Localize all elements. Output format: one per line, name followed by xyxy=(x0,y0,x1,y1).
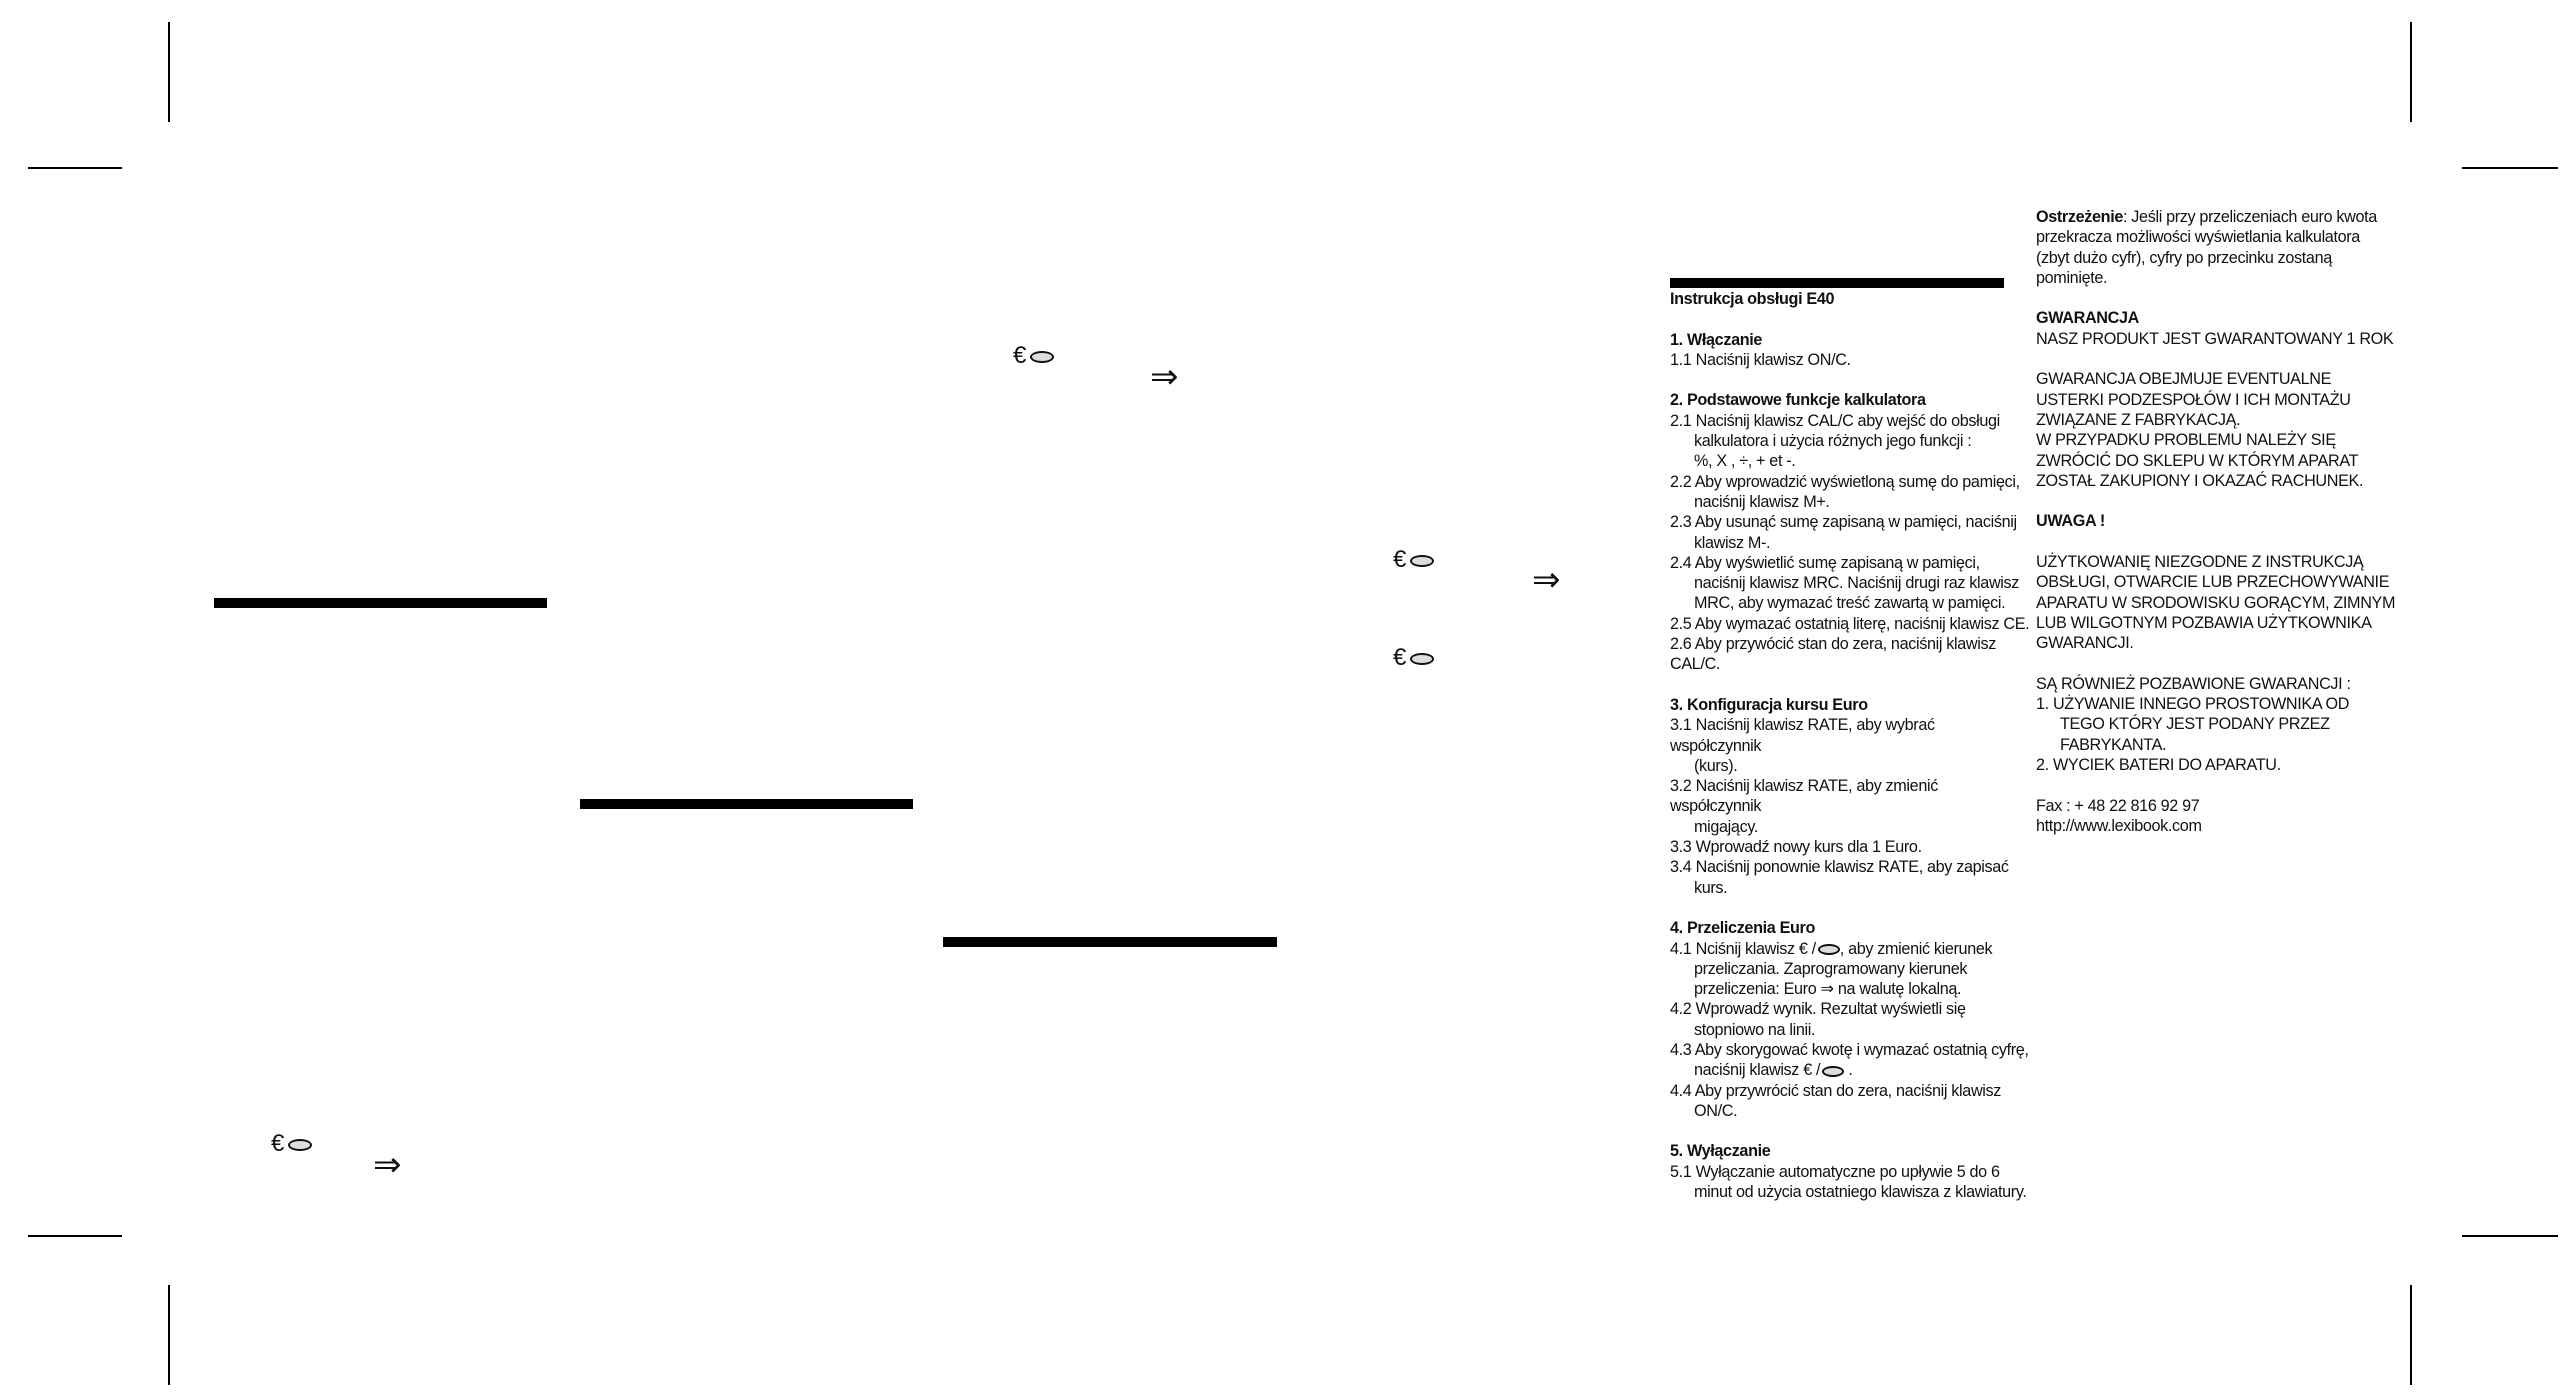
coin-icon xyxy=(1822,1066,1844,1077)
section-heading: 4. Przeliczenia Euro xyxy=(1670,919,1816,938)
arrow-icon: ⇒ xyxy=(1820,980,1834,999)
instruction-line: przeliczania. Zaprogramowany kierunek xyxy=(1694,959,1968,978)
crop-mark xyxy=(2462,167,2558,169)
instruction-line: 3.3 Wprowadź nowy kurs dla 1 Euro. xyxy=(1670,838,1922,857)
instruction-line: 4.3 Aby skorygować kwotę i wymazać ostatnią cyfrę, xyxy=(1670,1040,2029,1059)
coin-icon xyxy=(1030,351,1054,363)
warning-line: przekracza możliwości wyświetlania kalkulatora xyxy=(2036,228,2360,247)
instruction-line: 3.1 Naciśnij klawisz RATE, aby wybrać współczynnik xyxy=(1670,716,1935,755)
warning-line: Ostrzeżenie: Jeśli przy przeliczeniach euro kwota xyxy=(2036,208,2377,226)
section-rule xyxy=(1670,278,2004,288)
instruction-line: 2.2 Aby wprowadzić wyświetloną sumę do pamięci, xyxy=(1670,472,2020,491)
warranty-line: NASZ PRODUKT JEST GWARANTOWANY 1 ROK xyxy=(2036,329,2394,348)
exclusion-line: 2. WYCIEK BATERI DO APARATU. xyxy=(2036,756,2281,775)
exclusion-line: SĄ RÓWNIEŻ POZBAWIONE GWARANCJI : xyxy=(2036,674,2351,693)
instruction-line: 2.4 Aby wyświetlić sumę zapisaną w pamięci, xyxy=(1670,553,1980,572)
section-heading: 2. Podstawowe funkcje kalkulatora xyxy=(1670,391,1926,410)
instruction-line: (kurs). xyxy=(1694,756,1738,775)
coin-icon xyxy=(288,1139,312,1151)
crop-mark xyxy=(2410,1285,2412,1385)
euro-key-symbol xyxy=(1013,344,1054,368)
instruction-line: 3.4 Naciśnij ponownie klawisz RATE, aby zapisać xyxy=(1670,858,2009,877)
euro-icon: € xyxy=(1798,939,1808,958)
exclusion-line: FABRYKANTA. xyxy=(2060,735,2167,754)
instruction-line: naciśnij klawisz M+. xyxy=(1694,492,1830,511)
caution-line: GWARANCJI. xyxy=(2036,634,2134,653)
instruction-line: ON/C. xyxy=(1694,1101,1738,1120)
caution-heading: UWAGA ! xyxy=(2036,512,2105,531)
caution-line: APARATU W SRODOWISKU GORĄCYM, ZIMNYM xyxy=(2036,593,2396,612)
caution-line: OBSŁUGI, OTWARCIE LUB PRZECHOWYWANIE xyxy=(2036,573,2390,592)
warranty-line: ZWIĄZANE Z FABRYKACJĄ. xyxy=(2036,410,2241,429)
euro-key-symbol xyxy=(271,1132,312,1156)
coin-icon xyxy=(1410,653,1434,665)
instructions-column xyxy=(1670,289,2030,1202)
warranty-line: W PRZYPADKU PROBLEMU NALEŻY SIĘ xyxy=(2036,431,2336,450)
section-heading: 3. Konfiguracja kursu Euro xyxy=(1670,695,1868,714)
warning-line: (zbyt dużo cyfr), cyfry po przecinku zostaną pominięte. xyxy=(2036,248,2332,287)
euro-icon: € xyxy=(271,1130,285,1157)
manual-title: Instrukcja obsługi E40 xyxy=(1670,290,1835,308)
crop-mark xyxy=(2410,22,2412,122)
fax-number: Fax : + 48 22 816 92 97 xyxy=(2036,796,2200,815)
instruction-line: stopniowo na linii. xyxy=(1694,1020,1816,1039)
coin-icon xyxy=(1818,944,1840,955)
instruction-line: 2.1 Naciśnij klawisz CAL/C aby wejść do obsługi xyxy=(1670,411,2000,430)
instruction-line: przeliczenia: Euro ⇒ na walutę lokalną. xyxy=(1694,980,1962,999)
exclusion-line: TEGO KTÓRY JEST PODANY PRZEZ xyxy=(2060,715,2330,734)
arrow-icon: ⇒ xyxy=(373,1146,402,1184)
euro-icon: € xyxy=(1803,1061,1812,1080)
arrow-icon: ⇒ xyxy=(1532,561,1561,599)
instruction-line: 4.2 Wprowadź wynik. Rezultat wyświetli się xyxy=(1670,1000,1966,1019)
section-rule xyxy=(580,799,913,809)
instruction-line: 4.1 Nciśnij klawisz € / , aby zmienić kierunek xyxy=(1670,939,1993,958)
exclusion-line: 1. UŻYWANIE INNEGO PROSTOWNIKA OD xyxy=(2036,695,2350,714)
section-rule xyxy=(943,937,1277,947)
warranty-line: ZWRÓCIĆ DO SKLEPU W KTÓRYM APARAT xyxy=(2036,451,2359,470)
caution-line: LUB WILGOTNYM POZBAWIA UŻYTKOWNIKA xyxy=(2036,613,2372,632)
warranty-line: USTERKI PODZESPOŁÓW I ICH MONTAŻU xyxy=(2036,390,2351,409)
instruction-line: 2.3 Aby usunąć sumę zapisaną w pamięci, naciśnij xyxy=(1670,513,2017,532)
crop-mark xyxy=(28,167,122,169)
section-rule xyxy=(214,598,547,608)
instruction-line: 1.1 Naciśnij klawisz ON/C. xyxy=(1670,350,1851,369)
instruction-line: 5.1 Wyłączanie automatyczne po upływie 5 do 6 xyxy=(1670,1162,2000,1181)
warranty-line: GWARANCJA OBEJMUJE EVENTUALNE xyxy=(2036,370,2332,389)
euro-key-symbol xyxy=(1393,646,1434,670)
euro-key-symbol xyxy=(1393,548,1434,572)
warranty-heading: GWARANCJA xyxy=(2036,309,2139,328)
crop-mark xyxy=(168,1285,170,1385)
coin-icon xyxy=(1410,555,1434,567)
section-heading: 5. Wyłączanie xyxy=(1670,1142,1771,1161)
instruction-line: klawisz M-. xyxy=(1694,533,1771,552)
instruction-line: naciśnij klawisz MRC. Naciśnij drugi raz klawisz xyxy=(1694,574,2020,593)
caution-line: UŻYTKOWANIĘ NIEZGODNE Z INSTRUKCJĄ xyxy=(2036,553,2364,572)
instruction-line: 3.2 Naciśnij klawisz RATE, aby zmienić współczynnik xyxy=(1670,777,1938,816)
instruction-line: 2.5 Aby wymazać ostatnią literę, naciśnij klawisz CE. xyxy=(1670,614,2030,633)
instruction-line: minut od użycia ostatniego klawisza z klawiatury. xyxy=(1694,1183,2027,1202)
instruction-line: migający. xyxy=(1694,817,1759,836)
euro-icon: € xyxy=(1393,644,1407,671)
section-heading: 1. Włączanie xyxy=(1670,330,1763,349)
instruction-line: %, X , ÷, + et -. xyxy=(1694,452,1796,471)
instruction-line: 2.6 Aby przywócić stan do zera, naciśnij klawisz CAL/C. xyxy=(1670,635,1996,674)
instruction-line: kurs. xyxy=(1694,878,1728,897)
arrow-icon: ⇒ xyxy=(1150,358,1179,396)
warranty-line: ZOSTAŁ ZAKUPIONY I OKAZAĆ RACHUNEK. xyxy=(2036,471,2364,490)
warranty-column xyxy=(2036,207,2396,836)
crop-mark xyxy=(2462,1235,2558,1237)
instruction-line: naciśnij klawisz € / . xyxy=(1694,1061,1853,1080)
instruction-line: kalkulatora i użycia różnych jego funkcji : xyxy=(1694,432,1972,451)
euro-icon: € xyxy=(1013,342,1027,369)
instruction-line: MRC, aby wymazać treść zawartą w pamięci. xyxy=(1694,594,2006,613)
crop-mark xyxy=(168,22,170,122)
instruction-line: 4.4 Aby przywrócić stan do zera, naciśnij klawisz xyxy=(1670,1081,2002,1100)
crop-mark xyxy=(28,1235,122,1237)
website-link[interactable]: http://www.lexibook.com xyxy=(2036,816,2202,835)
euro-icon: € xyxy=(1393,546,1407,573)
